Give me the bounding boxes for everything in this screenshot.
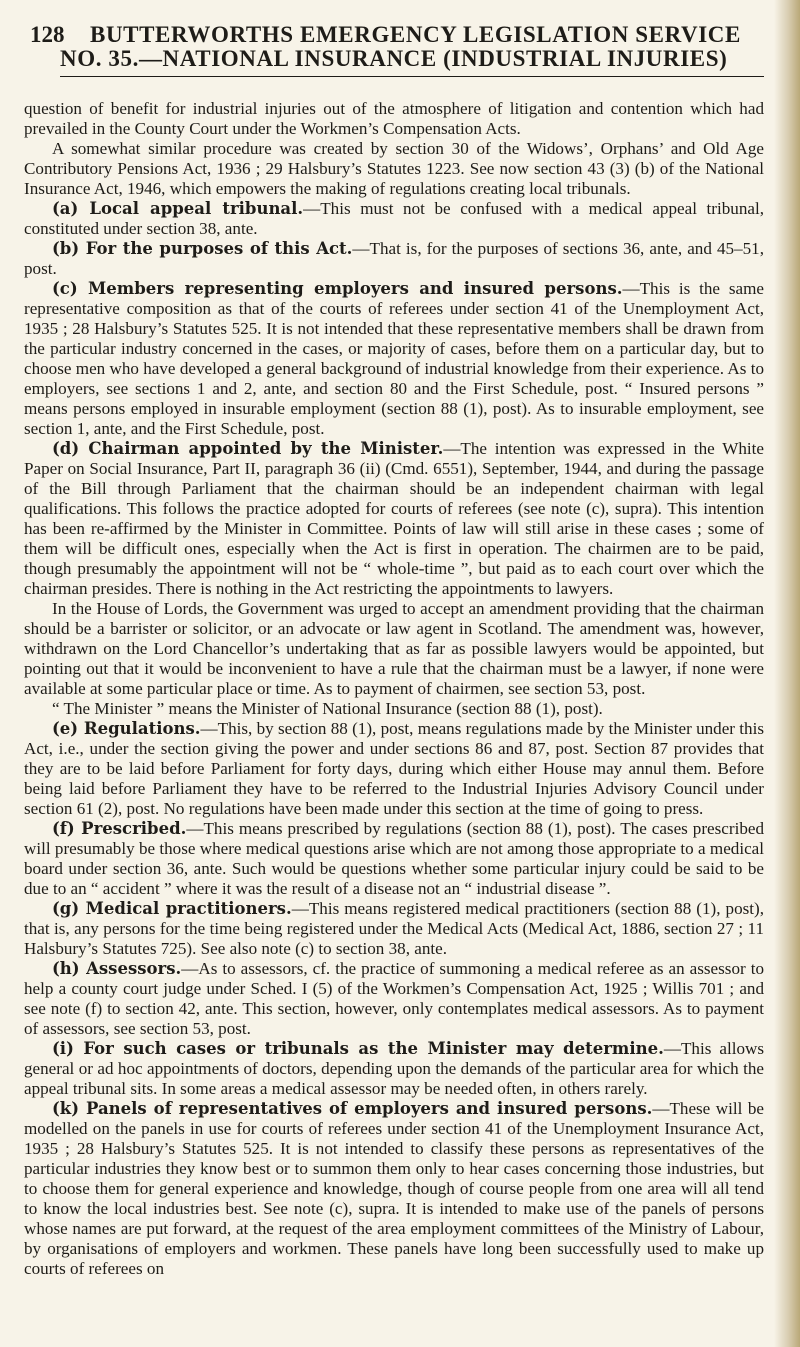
header-rule	[60, 76, 764, 77]
note-heading: (h) Assessors.	[52, 959, 182, 978]
paragraph	[24, 1039, 764, 1099]
note-heading: (d) Chairman appointed by the Minister.	[52, 439, 444, 458]
paragraph-text: —This means registered medical practitioners (section 88 (1), post), that is, any persons for the time being registered under the Medical Acts (Medical Act, 1886, section 27 ; 11 Halsbury’s Statutes 725). See also note (c) to section 38, ante.	[24, 899, 765, 958]
page-header	[24, 22, 764, 48]
paragraph	[24, 959, 764, 1039]
paragraph-text: —That is, for the purposes of sections 36, ante, and 45–51, post.	[24, 239, 764, 278]
note-heading: (a) Local appeal tribunal.	[52, 199, 304, 218]
note-heading: (e) Regulations.	[52, 719, 201, 738]
paragraph	[24, 719, 764, 819]
paragraph	[24, 199, 764, 239]
note-heading: (f) Prescribed.	[52, 819, 187, 838]
paragraph-text: —This, by section 88 (1), post, means regulations made by the Minister under this Act, i.e., under the section giving the power and under sections 86 and 87, post. Section 87 provides that they are to be laid before Parliament for forty days, during which either House may annul them. Before being laid before Parliament they have to be referred to the Industrial Injuries Advisory Council under section 61 (2), post. No regulations have been made under this section at the time of going to press.	[24, 719, 765, 818]
paragraph	[24, 139, 764, 199]
paragraph	[24, 819, 764, 899]
paragraph-text: —The intention was expressed in the White Paper on Social Insurance, Part II, paragraph 36 (ii) (Cmd. 6551), September, 1944, and during the passage of the Bill through Parliament that the chairman should be an independent chairman with legal qualifications. This follows the practice adopted for courts of referees (see note (c), supra). This intention has been re-affirmed by the Minister in Committee. Points of law will still arise in these cases ; some of them will be difficult ones, especially when the Act is first in operation. The chairmen are to be paid, though presumably the appointment will not be “ whole-time ”, but paid as to each court over which the chairman presides. There is nothing in the Act restricting the appointments to lawyers.	[24, 439, 764, 598]
note-heading: (g) Medical practitioners.	[52, 899, 292, 918]
paragraph	[24, 1099, 764, 1279]
document-body	[24, 99, 764, 1279]
paragraph-text: question of benefit for industrial injuries out of the atmosphere of litigation and contention which had prevailed in the County Court under the Workmen’s Compensation Acts.	[24, 99, 764, 138]
paragraph-text: —This means prescribed by regulations (section 88 (1), post). The cases prescribed will presumably be those where medical questions arise which are not among those appropriate to a medical board under section 36, ante. Such would be questions whether some particular injury could be said to be due to an “ accident ” where it was the result of a disease not an “ industrial disease ”.	[24, 819, 764, 898]
paragraph-text: —This allows general or ad hoc appointments of doctors, depending upon the demands of the particular area for which the appeal tribunal sits. In some areas a medical assessor may be needed often, in others rarely.	[24, 1039, 764, 1098]
note-heading: (i) For such cases or tribunals as the Minister may determine.	[52, 1039, 664, 1058]
paragraph-text: —This must not be confused with a medical appeal tribunal, constituted under section 38, ante.	[24, 199, 764, 238]
paragraph-text: —As to assessors, cf. the practice of summoning a medical referee as an assessor to help a county court judge under Sched. I (5) of the Workmen’s Compensation Act, 1925 ; Willis 701 ; and see note (f) to section 42, ante. This section, however, only contemplates medical assessors. As to payment of assessors, see section 53, post.	[24, 959, 764, 1038]
running-title: BUTTERWORTHS EMERGENCY LEGISLATION SERVICE	[90, 22, 741, 47]
paragraph	[24, 439, 764, 599]
document-page	[24, 22, 764, 1279]
paragraph-text: “ The Minister ” means the Minister of National Insurance (section 88 (1), post).	[52, 699, 603, 718]
paragraph-text: —These will be modelled on the panels in use for courts of referees under section 41 of the Unemployment Insurance Act, 1935 ; 28 Halsbury’s Statutes 525. It is not intended to classify these persons as representatives of the particular industries they know best or to summon them only to hear cases concerning those industries, but to choose them for general experience and knowledge, though of course people from one area will all tend to know the local industries best. See note (c), supra. It is intended to make use of the panels of persons whose names are put forward, at the request of the area employment committees of the Ministry of Labour, by organisations of employers and workmen. These panels have long been successfully used to make up courts of referees on	[24, 1099, 764, 1278]
paragraph	[24, 239, 764, 279]
section-title: NO. 35.—NATIONAL INSURANCE (INDUSTRIAL INJURIES)	[60, 46, 728, 71]
paragraph	[24, 279, 764, 439]
paragraph	[24, 699, 764, 719]
paragraph	[24, 899, 764, 959]
paragraph-text: A somewhat similar procedure was created by section 30 of the Widows’, Orphans’ and Old Age Contributory Pensions Act, 1936 ; 29 Halsbury’s Statutes 1223. See now section 43 (3) (b) of the National Insurance Act, 1946, which empowers the making of regulations creating local tribunals.	[24, 139, 764, 198]
paragraph	[24, 99, 764, 139]
note-heading: (c) Members representing employers and insured persons.	[52, 279, 623, 298]
paragraph-text: —This is the same representative composition as that of the courts of referees under section 41 of the Unemployment Act, 1935 ; 28 Halsbury’s Statutes 525. It is not intended that these representative members shall be drawn from the particular industry concerned in the cases, or majority of cases, before them on a particular day, but to choose men who have developed a general background of industrial knowledge from their experience. As to employers, see sections 1 and 2, ante, and section 80 and the First Schedule, post. “ Insured persons ” means persons employed in insurable employment (section 88 (1), post). As to insurable employment, see section 1, ante, and the First Schedule, post.	[24, 279, 764, 438]
note-heading: (b) For the purposes of this Act.	[52, 239, 353, 258]
page-number: 128	[30, 22, 65, 47]
page-edge-shadow	[774, 0, 800, 1347]
note-heading: (k) Panels of representatives of employers and insured persons.	[52, 1099, 653, 1118]
paragraph-text: In the House of Lords, the Government was urged to accept an amendment providing that the chairman should be a barrister or solicitor, or an advocate or law agent in Scotland. The amendment was, however, withdrawn on the Lord Chancellor’s undertaking that as far as possible lawyers would be appointed, but pointing out that it would be inconvenient to have a rule that the chairman must be a lawyer, if none were available at some particular place or time. As to payment of chairmen, see section 53, post.	[24, 599, 764, 698]
paragraph	[24, 599, 764, 699]
